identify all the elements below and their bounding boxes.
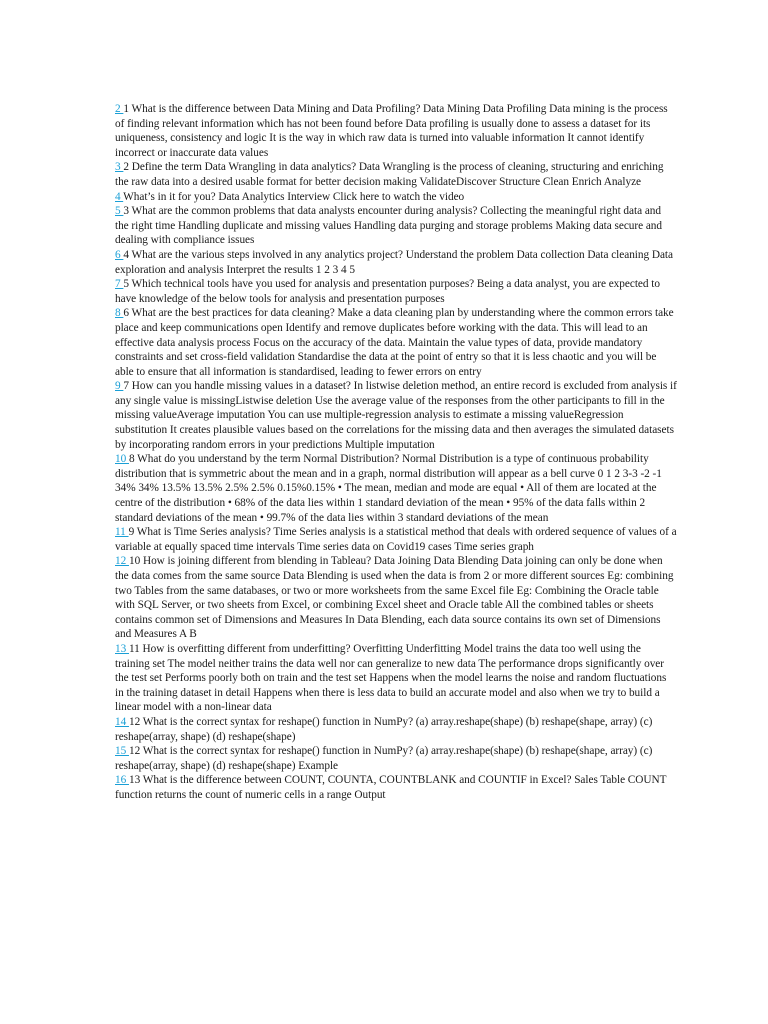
entry-text: 12 What is the correct syntax for reshape() function in NumPy? (a) array.reshape(shape) (b) reshape(shape, array) (c) reshape(array, shape) (d) reshape(shape)	[115, 715, 653, 743]
page-link-14[interactable]: 14	[115, 715, 129, 728]
entry-14	[115, 715, 677, 744]
entry-text: 10 How is joining different from blending in Tableau? Data Joining Data Blending Data joining can only be done when the data comes from the same source Data Blending is used when the data is from 2 or more different sources Eg: combining two Tables from the same databases, or two or more worksheets from the same Excel file Eg: Combining the Oracle table with SQL Server, or two sheets from Excel, or combining Excel sheet and Oracle table All the combined tables or sheets contains common set of Dimensions and Measures In Data Blending, each data source contains its own set of Dimensions and Measures A B	[115, 555, 674, 641]
document-body	[115, 102, 677, 803]
entry-2	[115, 102, 677, 160]
entry-3	[115, 160, 677, 189]
entry-text: 12 What is the correct syntax for reshape() function in NumPy? (a) array.reshape(shape) (b) reshape(shape, array) (c) reshape(array, shape) (d) reshape(shape) Example	[115, 745, 653, 772]
page-link-16[interactable]: 16	[115, 774, 129, 787]
page-link-6[interactable]: 6	[115, 248, 124, 261]
page-link-15[interactable]: 15	[115, 745, 129, 758]
page-link-5[interactable]: 5	[115, 205, 124, 218]
entry-15	[115, 744, 677, 773]
entry-8	[115, 306, 677, 379]
entry-text: 3 What are the common problems that data analysts encounter during analysis? Collecting the meaningful right data and the right time Handling duplicate and missing values Handling data purging and storage problems Making data secure and dealing with compliance issues	[115, 205, 662, 247]
page-link-12[interactable]: 12	[115, 555, 129, 568]
page-link-9[interactable]: 9	[115, 380, 124, 393]
entry-6	[115, 248, 677, 277]
entry-text: 1 What is the difference between Data Mining and Data Profiling? Data Mining Data Profiling Data mining is the process of finding relevant information which has not been found before Data profiling is usually done to assess a dataset for its uniqueness, consistency and logic It is the way in which raw data is turned into valuable information It cannot identify incorrect or inaccurate data values	[115, 103, 668, 159]
entry-text: What’s in it for you? Data Analytics Interview Click here to watch the video	[123, 190, 465, 203]
entry-text: 4 What are the various steps involved in any analytics project? Understand the problem Data collection Data cleaning Data exploration and analysis Interpret the results 1 2 3 4 5	[115, 248, 673, 276]
entry-text: 11 How is overfitting different from underfitting? Overfitting Underfitting Model trains the data too well using the training set The model neither trains the data well nor can generalize to new data The performance drops significantly over the test set Performs poorly both on train and the test set Happens when the model learns the noise and random fluctuations in the training dataset in detail Happens when there is less data to build an accurate model and also when we try to build a linear model with a non-linear data	[115, 642, 667, 714]
page-link-8[interactable]: 8	[115, 307, 124, 320]
entry-12	[115, 554, 677, 642]
entry-9	[115, 379, 677, 452]
entry-10	[115, 452, 677, 525]
entry-text: 8 What do you understand by the term Normal Distribution? Normal Distribution is a type of continuous probability distribution that is symmetric about the mean and in a graph, normal distribution will appear as a bell curve 0 1 2 3-3 -2 -1 34% 34% 13.5% 13.5% 2.5% 2.5% 0.15%0.15% • The mean, median and mode are equal • All of them are located at the centre of the distribution • 68% of the data lies within 1 standard deviation of the mean • 95% of the data falls within 2 standard deviations of the mean • 99.7% of the data lies within 3 standard deviations of the mean	[115, 453, 662, 524]
entry-16	[115, 773, 677, 802]
entry-11	[115, 525, 677, 554]
page-link-13[interactable]: 13	[115, 642, 129, 655]
page-link-7[interactable]: 7	[115, 278, 124, 291]
entry-5	[115, 204, 677, 248]
entry-13	[115, 642, 677, 715]
page-link-2[interactable]: 2	[115, 103, 124, 115]
entry-text: 9 What is Time Series analysis? Time Series analysis is a statistical method that deals with ordered sequence of values of a variable at equally spaced time intervals Time series data on Covid19 cases Time series graph	[115, 526, 677, 553]
page-link-11[interactable]: 11	[115, 526, 129, 539]
entry-7	[115, 277, 677, 306]
entry-text: 5 Which technical tools have you used for analysis and presentation purposes? Being a data analyst, you are expected to have knowledge of the below tools for analysis and presentation purposes	[115, 278, 660, 305]
page-link-3[interactable]: 3	[115, 161, 124, 174]
entry-text: 6 What are the best practices for data cleaning? Make a data cleaning plan by understanding where the common errors take place and keep communications open Identify and remove duplicates before working with the data. This will lead to an effective data analysis process Focus on the accuracy of the data. Maintain the value types of data, provide mandatory constraints and set cross-field validation Standardise the data at the point of entry so that it is less chaotic and you will be able to ensure that all information is standardised, leading to fewer errors on entry	[115, 307, 674, 378]
page-link-4[interactable]: 4	[115, 190, 124, 203]
entry-4	[115, 190, 677, 205]
page-link-10[interactable]: 10	[115, 453, 129, 466]
entry-text: 7 How can you handle missing values in a dataset? In listwise deletion method, an entire record is excluded from analysis if any single value is missingListwise deletion Use the average value of the responses from the other participants to fill in the missing valueAverage imputation You can use multiple-regression analysis to estimate a missing valueRegression substitution It creates plausible values based on the correlations for the missing data and then averages the simulated datasets by incorporating random errors in your predictions Multiple imputation	[115, 380, 677, 451]
entry-text: 2 Define the term Data Wrangling in data analytics? Data Wrangling is the process of cleaning, structuring and enriching the raw data into a desired usable format for better decision making ValidateDiscover Structure Clean Enrich Analyze	[115, 161, 664, 188]
entry-text: 13 What is the difference between COUNT, COUNTA, COUNTBLANK and COUNTIF in Excel? Sales Table COUNT function returns the count of numeric cells in a range Output	[115, 774, 667, 801]
